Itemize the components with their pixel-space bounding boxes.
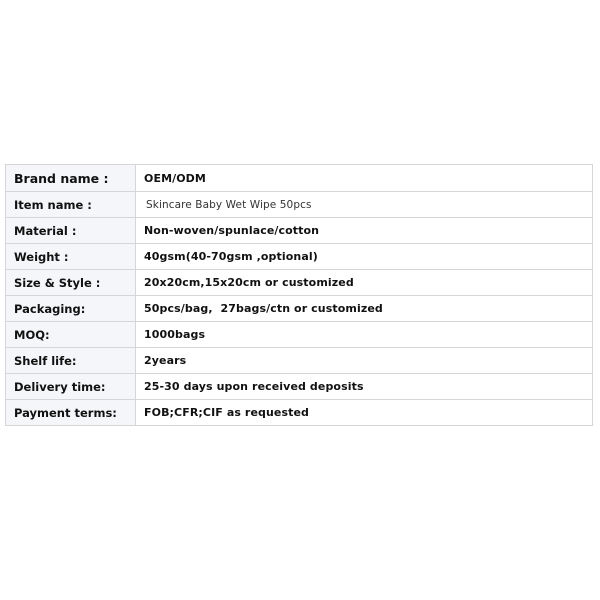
table-row <box>6 192 593 218</box>
table-row <box>6 348 593 374</box>
table-row <box>6 400 593 426</box>
weight-label: Weight : <box>6 244 136 270</box>
brand-name-value: OEM/ODM <box>136 165 593 192</box>
moq-label: MOQ: <box>6 322 136 348</box>
material-label: Material : <box>6 218 136 244</box>
weight-value: 40gsm(40-70gsm ,optional) <box>136 244 593 270</box>
payment-terms-value: FOB;CFR;CIF as requested <box>136 400 593 426</box>
payment-terms-label: Payment terms: <box>6 400 136 426</box>
table-row <box>6 296 593 322</box>
item-name-value: Skincare Baby Wet Wipe 50pcs <box>136 192 593 218</box>
delivery-time-label: Delivery time: <box>6 374 136 400</box>
delivery-time-value: 25-30 days upon received deposits <box>136 374 593 400</box>
packaging-value: 50pcs/bag, 27bags/ctn or customized <box>136 296 593 322</box>
brand-name-label: Brand name : <box>6 165 136 192</box>
table-row <box>6 322 593 348</box>
table-row <box>6 270 593 296</box>
table-row <box>6 244 593 270</box>
product-spec-table <box>5 164 593 426</box>
material-value: Non-woven/spunlace/cotton <box>136 218 593 244</box>
shelf-life-label: Shelf life: <box>6 348 136 374</box>
table-row <box>6 218 593 244</box>
packaging-label: Packaging: <box>6 296 136 322</box>
moq-value: 1000bags <box>136 322 593 348</box>
shelf-life-value: 2years <box>136 348 593 374</box>
table-row <box>6 374 593 400</box>
item-name-label: Item name : <box>6 192 136 218</box>
size-style-label: Size & Style : <box>6 270 136 296</box>
table-row <box>6 165 593 192</box>
size-style-value: 20x20cm,15x20cm or customized <box>136 270 593 296</box>
